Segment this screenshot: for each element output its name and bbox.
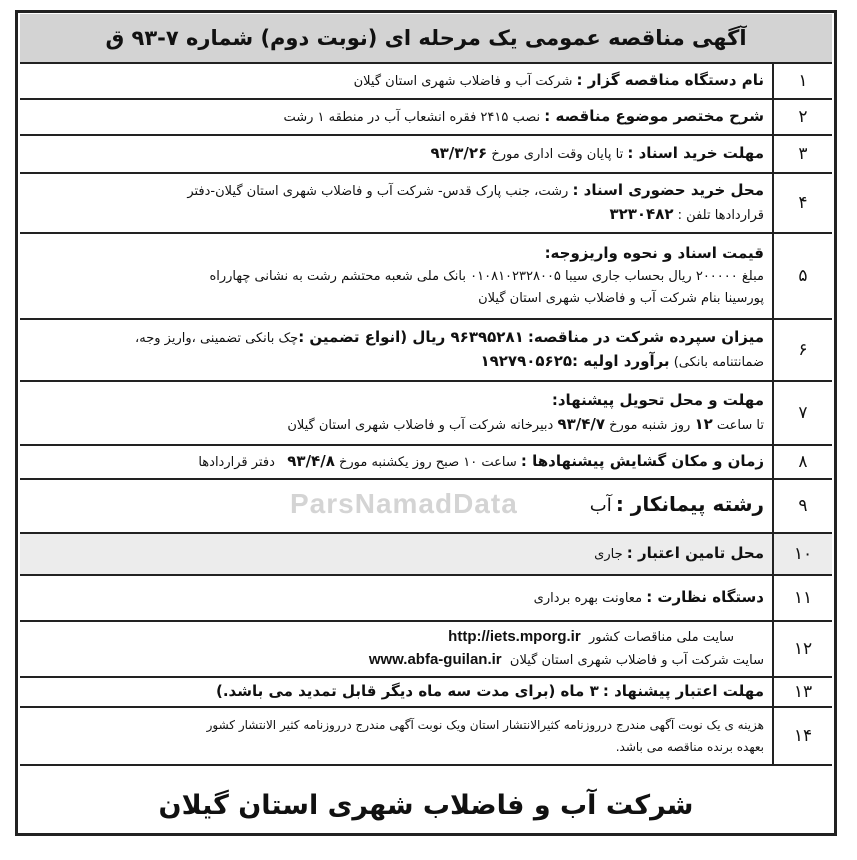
row-number: ۱۴ — [772, 708, 832, 764]
row-label: زمان و مکان گشایش پیشنهادها : — [520, 452, 764, 470]
row-value: جاری — [594, 547, 623, 562]
table-row-8 — [20, 446, 832, 480]
table-row-3 — [20, 136, 832, 174]
table-row-11 — [20, 576, 832, 622]
purchase-deadline-date: ۹۳/۳/۲۶ — [430, 144, 488, 162]
row-label: محل خرید حضوری اسناد : — [572, 181, 764, 199]
table-row-12 — [20, 622, 832, 678]
row-value-line2: بعهده برنده مناقصه می باشد. — [615, 740, 764, 754]
row-value: معاونت بهره برداری — [533, 591, 643, 606]
row-value-b: روز شنبه مورخ — [609, 418, 691, 433]
row-value: نصب ۲۴۱۵ فقره انشعاب آب در منطقه ۱ رشت — [283, 110, 541, 125]
row-number: ۱ — [772, 64, 832, 98]
row-number: ۱۰ — [772, 534, 832, 574]
watermark-text: ParsNamadData — [290, 488, 518, 519]
row-number: ۲ — [772, 100, 832, 134]
iets-site-link[interactable]: http://iets.mporg.ir — [448, 628, 581, 645]
table-row-9 — [20, 480, 832, 534]
submission-date: ۹۳/۴/۷ — [557, 415, 606, 433]
row-value-line2: پورسینا بنام شرکت آب و فاضلاب شهری استان گیلان — [478, 291, 764, 306]
row-number: ۹ — [772, 480, 832, 532]
table-row-1 — [20, 64, 832, 100]
row-value-line2: ضمانتنامه بانکی) — [673, 355, 764, 370]
row-label: مهلت اعتبار پیشنهاد : — [602, 682, 764, 700]
opening-place: دفتر قراردادها — [198, 455, 275, 470]
row-value-c: دبیرخانه شرکت آب و فاضلاب شهری استان گیلان — [287, 418, 554, 433]
row-number: ۳ — [772, 136, 832, 172]
notice-table — [20, 64, 832, 766]
row-number: ۴ — [772, 174, 832, 232]
table-row-4 — [20, 174, 832, 234]
row-label: دستگاه نظارت : — [646, 588, 764, 606]
row-number: ۸ — [772, 446, 832, 478]
row-label: محل تامین اعتبار : — [626, 544, 764, 562]
opening-date: ۹۳/۴/۸ — [287, 452, 335, 470]
table-row-2 — [20, 100, 832, 136]
row-number: ۱۳ — [772, 678, 832, 706]
estimate-label: برآورد اولیه : — [572, 352, 670, 370]
row-value: ساعت ۱۰ صبح روز یکشنبه مورخ — [338, 455, 517, 470]
iets-site-label: سایت ملی مناقصات کشور — [588, 630, 734, 645]
row-number: ۱۲ — [772, 622, 832, 676]
row-value: چک بانکی تضمینی ،واریز وجه، — [135, 331, 299, 346]
row-number: ۶ — [772, 320, 832, 380]
row-value: تا پایان وقت اداری مورخ — [491, 147, 624, 162]
estimate-value: ۱۹۲۷۹۰۵۶۲۵ — [480, 352, 573, 370]
abfa-site-label: سایت شرکت آب و فاضلاب شهری استان گیلان — [509, 653, 764, 668]
deadline-hour: ۱۲ — [694, 415, 713, 433]
abfa-site-link[interactable]: www.abfa-guilan.ir — [368, 651, 502, 668]
row-label: شرح مختصر موضوع مناقصه : — [544, 107, 764, 125]
row-label: نام دستگاه مناقصه گزار : — [576, 71, 764, 89]
table-row-5 — [20, 234, 832, 320]
row-value-a: تا ساعت — [716, 418, 764, 433]
row-label: میزان سپرده شرکت در مناقصه: — [527, 328, 764, 346]
row-number: ۵ — [772, 234, 832, 318]
footer-banner — [20, 780, 832, 830]
phone-number: ۳۲۳۰۴۸۲ — [609, 205, 674, 223]
row-value: شرکت آب و فاضلاب شهری استان گیلان — [353, 74, 573, 89]
row-value: رشت، جنب پارک قدس- شرکت آب و فاضلاب شهری استان گیلان-دفتر — [187, 184, 569, 199]
table-row-6 — [20, 320, 832, 382]
deposit-amount: ۹۶۳۹۵۲۸۱ ریال (انواع تضمین : — [298, 328, 524, 346]
row-number: ۷ — [772, 382, 832, 444]
row-label: مهلت و محل تحویل پیشنهاد: — [551, 391, 764, 409]
row-label: مهلت خرید اسناد : — [627, 144, 764, 162]
row-number: ۱۱ — [772, 576, 832, 620]
row-value-line2: قراردادها تلفن : — [677, 208, 764, 223]
notice-title-bar — [20, 14, 832, 64]
notice-title: آگهی مناقصه عمومی یک مرحله ای (نوبت دوم) شماره ۷-۹۳ ق — [105, 26, 747, 50]
table-row-7 — [20, 382, 832, 446]
row-label: قیمت اسناد و نحوه واریزوجه: — [544, 244, 764, 262]
table-row-14 — [20, 708, 832, 766]
row-value: آب — [589, 495, 612, 516]
footer-company-name: شرکت آب و فاضلاب شهری استان گیلان — [158, 789, 694, 821]
row-value-line1: مبلغ ۲۰۰۰۰۰ ریال بحساب جاری سیبا ۰۱۰۸۱۰۲۳۲۸۰۰۵ بانک ملی شعبه محتشم رشت به نشانی چهارراه — [209, 269, 764, 284]
row-value-line1: هزینه ی یک نوبت آگهی مندرج درروزنامه کثیرالانتشار استان ویک نوبت آگهی مندرج درروزنامه کثیر الانتشار کشور — [206, 718, 764, 732]
table-row-13 — [20, 678, 832, 708]
row-label: رشته پیمانکار : — [615, 493, 764, 516]
table-row-10 — [20, 534, 832, 576]
row-value: ۳ ماه (برای مدت سه ماه دیگر قابل تمدید می باشد.) — [216, 682, 599, 700]
